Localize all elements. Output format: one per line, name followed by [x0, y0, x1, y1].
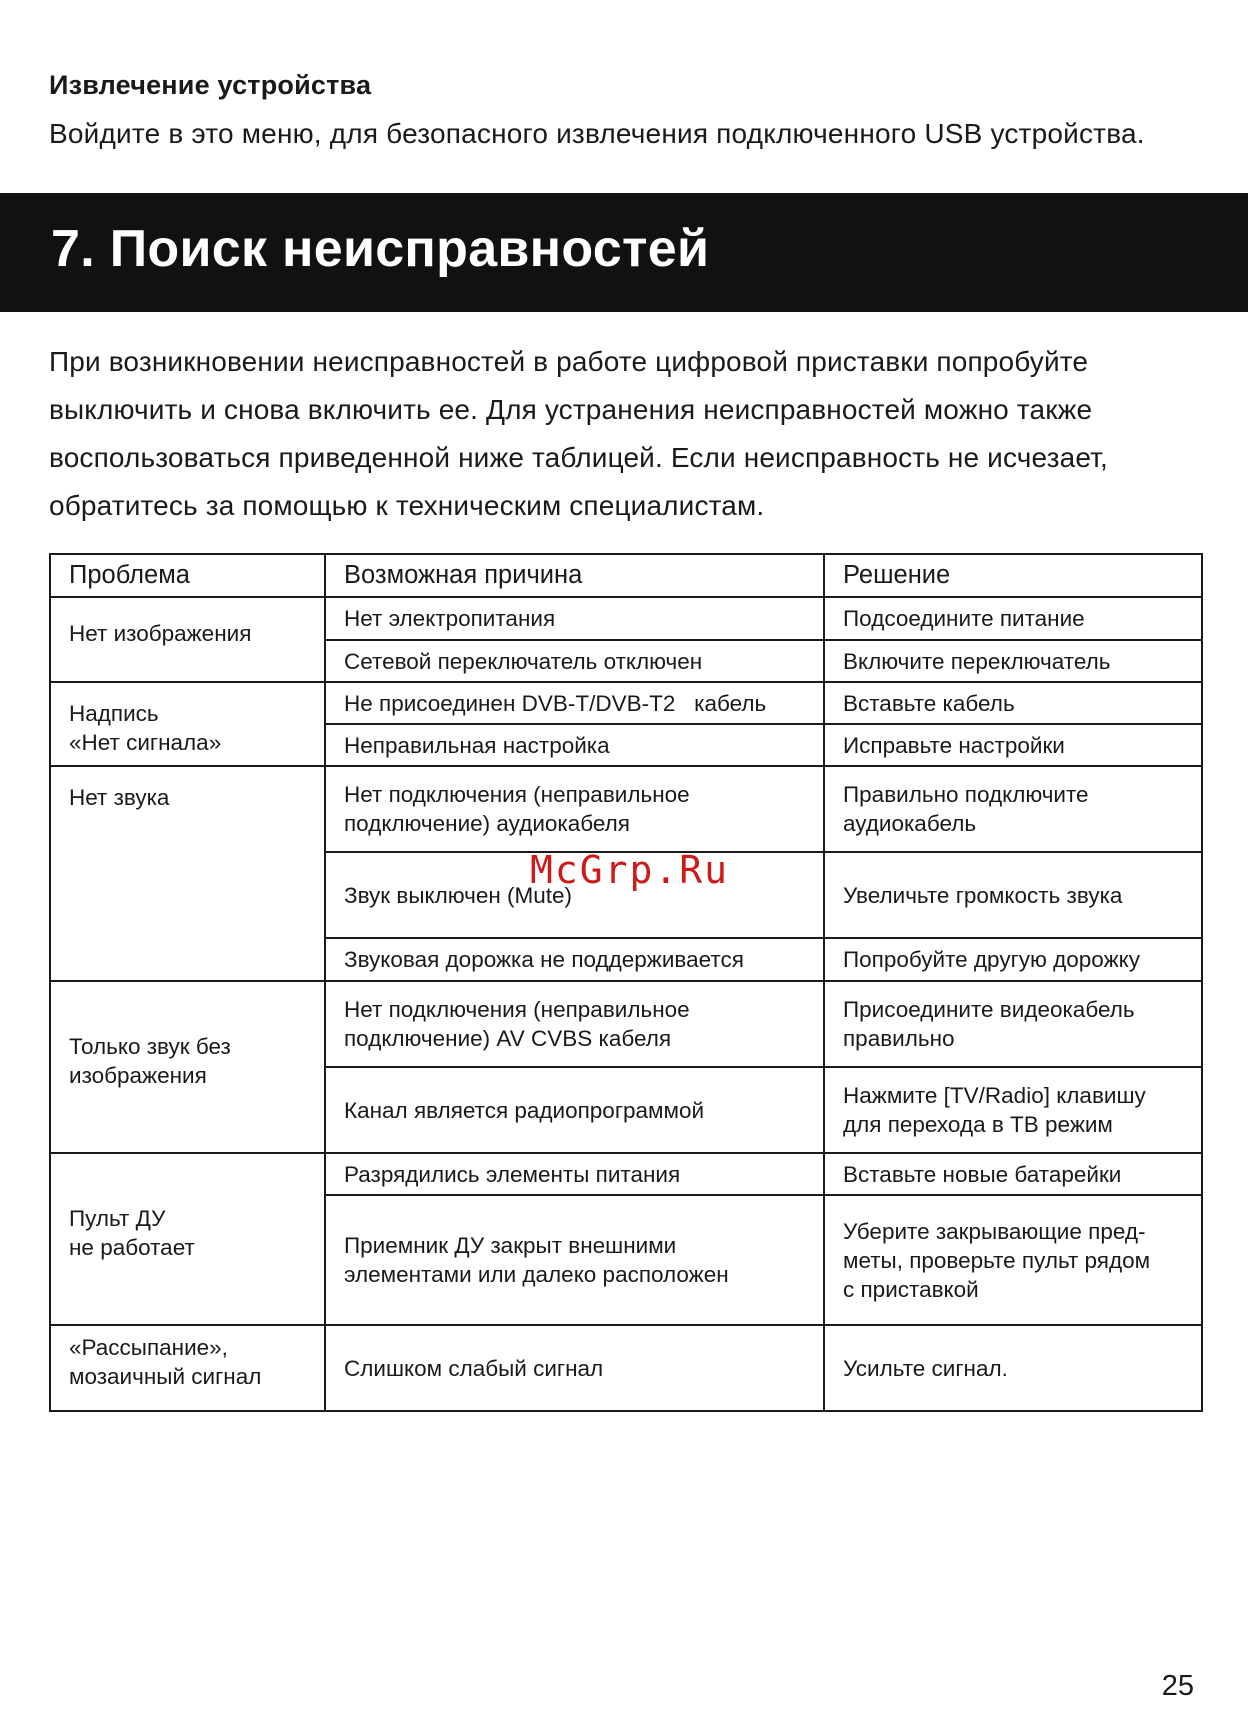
table-header-row [50, 554, 1202, 597]
cause-cell: Неправильная настройка [325, 724, 824, 766]
table-row [50, 597, 1202, 640]
table-row [50, 1153, 1202, 1195]
solution-cell: Нажмите [TV/Radio] клавишу для перехода в ТВ режим [824, 1067, 1202, 1153]
cause-cell: Приемник ДУ закрыт внешними элементами или далеко расположен [325, 1195, 824, 1325]
cause-cell: Звуковая дорожка не поддерживается [325, 938, 824, 981]
table-row [50, 682, 1202, 724]
cause-cell: Разрядились элементы питания [325, 1153, 824, 1195]
problem-cell: Надпись «Нет сигнала» [50, 682, 325, 766]
solution-cell: Присоедините видеокабель правильно [824, 981, 1202, 1067]
intro-line: выключить и снова включить ее. Для устранения неисправностей можно также [49, 394, 1093, 425]
eject-device-text: Войдите в это меню, для безопасного извлечения подключенного USB устройства. [49, 118, 1145, 149]
solution-cell: Усильте сигнал. [824, 1325, 1202, 1411]
header-solution: Решение [824, 554, 1202, 597]
solution-cell: Вставьте новые батарейки [824, 1153, 1202, 1195]
eject-device-heading: Извлечение устройства [49, 70, 372, 100]
solution-cell: Правильно подключите аудиокабель [824, 766, 1202, 852]
intro-line: воспользоваться приведенной ниже таблицей. Если неисправность не исчезает, [49, 442, 1108, 473]
solution-cell: Попробуйте другую дорожку [824, 938, 1202, 981]
solution-cell: Вставьте кабель [824, 682, 1202, 724]
section-title: 7. Поиск неисправностей [51, 220, 710, 278]
cause-cell: Нет электропитания [325, 597, 824, 640]
cause-cell: Звук выключен (Mute) [325, 852, 824, 938]
solution-cell: Уберите закрывающие пред- меты, проверьте пульт рядом с приставкой [824, 1195, 1202, 1325]
intro-line: обратитесь за помощью к техническим специалистам. [49, 490, 765, 521]
problem-cell: Только звук без изображения [50, 981, 325, 1153]
cause-cell: Слишком слабый сигнал [325, 1325, 824, 1411]
page-number: 25 [1161, 1670, 1194, 1702]
cause-cell: Нет подключения (неправильное подключение) аудиокабеля [325, 766, 824, 852]
problem-cell: Пульт ДУ не работает [50, 1153, 325, 1325]
problem-cell: Нет изображения [50, 597, 325, 682]
problem-cell: Нет звука [50, 766, 325, 981]
cause-cell: Канал является радиопрограммой [325, 1067, 824, 1153]
table-body [50, 597, 1202, 1411]
cause-cell: Нет подключения (неправильное подключение) AV CVBS кабеля [325, 981, 824, 1067]
solution-cell: Увеличьте громкость звука [824, 852, 1202, 938]
header-problem: Проблема [50, 554, 325, 597]
header-cause: Возможная причина [325, 554, 824, 597]
problem-cell: «Рассыпание», мозаичный сигнал [50, 1325, 325, 1411]
solution-cell: Подсоедините питание [824, 597, 1202, 640]
cause-cell: Сетевой переключатель отключен [325, 640, 824, 682]
solution-cell: Включите переключатель [824, 640, 1202, 682]
cause-cell: Не присоединен DVB-T/DVB-T2 кабель [325, 682, 824, 724]
watermark: McGrp.Ru [530, 848, 730, 892]
intro-paragraph [49, 338, 1199, 530]
section-banner [0, 193, 1248, 312]
table-row [50, 981, 1202, 1067]
table-row [50, 1325, 1202, 1411]
solution-cell: Исправьте настройки [824, 724, 1202, 766]
troubleshooting-table [49, 553, 1203, 1412]
table-row [50, 766, 1202, 852]
intro-line: При возникновении неисправностей в работе цифровой приставки попробуйте [49, 346, 1089, 377]
